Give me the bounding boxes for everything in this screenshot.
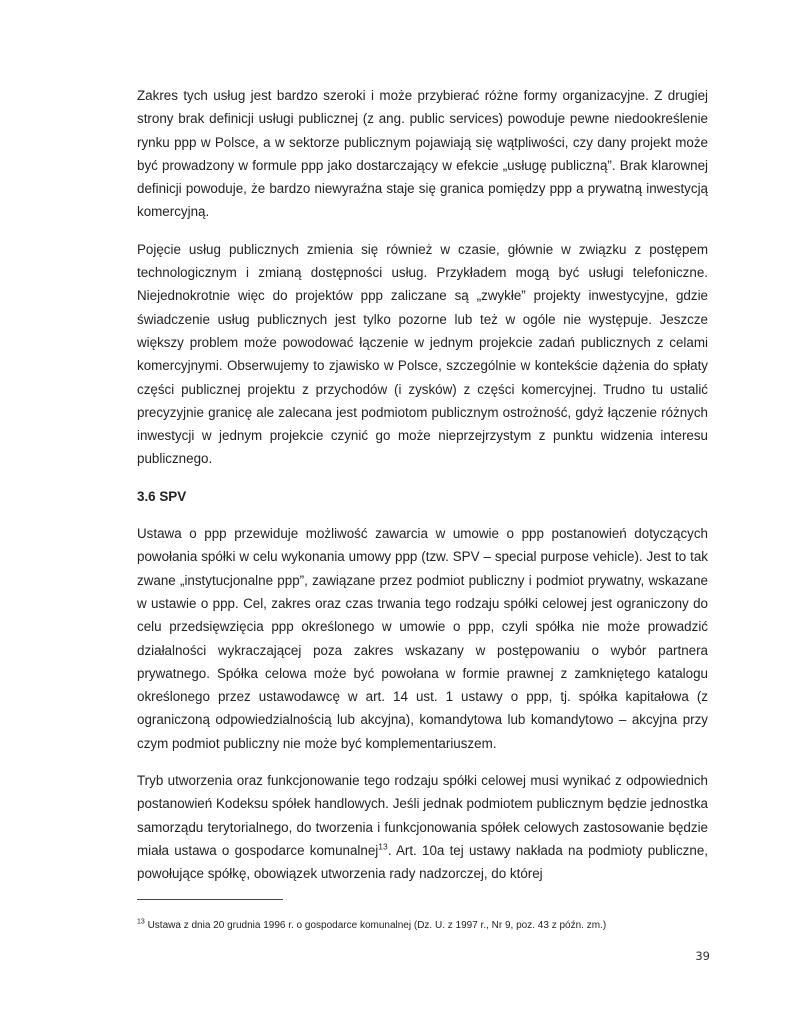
footnote-marker: 13 <box>137 918 145 926</box>
paragraph-spv-act: Ustawa o ppp przewiduje możliwość zawarcia w umowie o ppp postanowień dotyczących powołania spółki w celu wykonania umowy ppp (tzw. SPV – special purpose vehicle). Jest to tak zwane „instytucjonalne ppp”, zawiązane przez podmiot publiczny i podmiot prywatny, wskazane w ustawie o ppp. Cel, zakres oraz czas trwania tego rodzaju spółki celowej jest ograniczony do celu przedsięwzięcia ppp określonego w umowie o ppp, czyli spółka nie może prowadzić działalności wykraczającej poza zakres wskazany w postępowaniu o wybór partnera prywatnego. Spółka celowa może być powołana w formie prawnej z zamkniętego katalogu określonego przez ustawodawcę w art. 14 ust. 1 ustawy o ppp, tj. spółka kapitałowa (z ograniczoną odpowiedzialnością lub akcyjna), komandytowa lub komandytowo – akcyjna przy czym podmiot publiczny nie może być komplementariuszem. <box>137 526 708 751</box>
page-number: 39 <box>695 949 710 963</box>
footnote-separator <box>137 899 283 900</box>
paragraph-spv-creation-continued: . Art. 10a tej ustawy nakłada na podmioty publiczne, powołujące spółkę, obowiązek utworzenia rady nadzorczej, do której <box>137 842 708 882</box>
section-heading-spv: 3.6 SPV <box>137 488 187 504</box>
footnote <box>137 919 717 933</box>
paragraph-public-services-concept: Pojęcie usług publicznych zmienia się również w czasie, głównie w związku z postępem technologicznym i zmianą dostępności usług. Przykładem mogą być usługi telefoniczne. Niejednokrotnie więc do projektów ppp zaliczane są „zwykłe” projekty inwestycyjne, gdzie świadczenie usług publicznych jest tylko pozorne lub też w ogóle nie występuje. Jeszcze większy problem może powodować łączenie w jednym projekcie zadań publicznych z celami komercyjnymi. Obserwujemy to zjawisko w Polsce, szczególnie w kontekście dążenia do spłaty części publicznej projektu z przychodów (i zysków) z części komercyjnej. Trudno tu ustalić precyzyjnie granicę ale zalecana jest podmiotom publicznym ostrożność, gdyż łączenie różnych inwestycji w jednym projekcie czynić go może nieprzejrzystym z punktu widzenia interesu publicznego. <box>137 241 708 467</box>
body-text <box>137 84 708 886</box>
footnote-text: Ustawa z dnia 20 grudnia 1996 r. o gospodarce komunalnej (Dz. U. z 1997 r., Nr 9, poz. 43 z późn. zm.) <box>144 920 607 931</box>
footnote-reference[interactable]: 13 <box>378 841 388 852</box>
paragraph-spv-creation <box>137 769 708 885</box>
paragraph-public-services-scope: Zakres tych usług jest bardzo szeroki i może przybierać różne formy organizacyjne. Z drugiej strony brak definicji usługi publicznej (z ang. public services) powoduje pewne niedookreślenie rynku ppp w Polsce, a w sektorze publicznym pojawiają się wątpliwości, czy dany projekt może być prowadzony w formule ppp jako dostarczający w efekcie „usługę publiczną”. Brak klarownej definicji powoduje, że bardzo niewyraźna staje się granica pomiędzy ppp a prywatną inwestycją komercyjną. <box>137 88 708 220</box>
paragraph-spv-creation-text: Tryb utworzenia oraz funkcjonowanie tego rodzaju spółki celowej musi wynikać z odpowiednich postanowień Kodeksu spółek handlowych. Jeśli jednak podmiotem publicznym będzie jednostka samorządu terytorialnego, do tworzenia i funkcjonowania spółek celowych zastosowanie będzie miała ustawa o gospodarce komunalnej <box>137 773 708 858</box>
